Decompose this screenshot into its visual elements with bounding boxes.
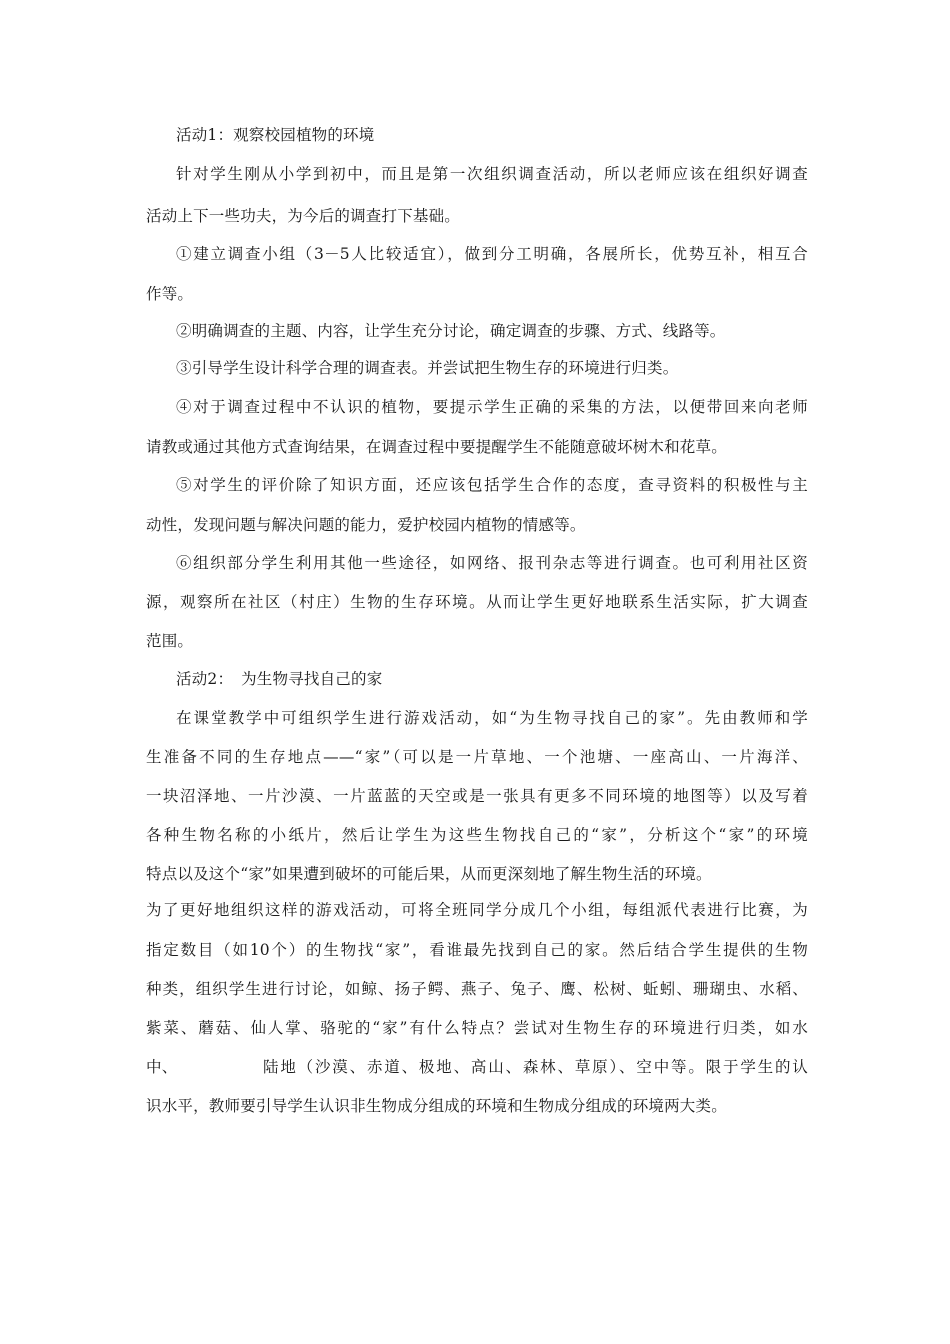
competition-paragraph-line: 陆地（沙漠、赤道、极地、高山、森林、草原）、空中等。限于学生的认: [263, 1058, 808, 1076]
game-paragraph-line: 各种生物名称的小纸片，然后让学生为这些生物找自己的“家”，分析这个“家”的环境: [146, 826, 808, 844]
intro-paragraph-line: 针对学生刚从小学到初中，而且是第一次组织调查活动，所以老师应该在组织好调查: [176, 165, 808, 183]
activity2-heading: 活动2： 为生物寻找自己的家: [176, 670, 383, 688]
activity1-heading: 活动1：观察校园植物的环境: [176, 126, 375, 144]
item2-line: ②明确调查的主题、内容，让学生充分讨论，确定调查的步骤、方式、线路等。: [176, 322, 726, 340]
game-paragraph-line: 在课堂教学中可组织学生进行游戏活动，如“为生物寻找自己的家”。先由教师和学: [176, 709, 808, 727]
item6-line: ⑥组织部分学生利用其他一些途径，如网络、报刊杂志等进行调查。也可利用社区资: [176, 554, 808, 572]
item4-line: 请教或通过其他方式查询结果，在调查过程中要提醒学生不能随意破坏树木和花草。: [146, 438, 727, 456]
item6-line: 源，观察所在社区（村庄）生物的生存环境。从而让学生更好地联系生活实际，扩大调查: [146, 593, 808, 611]
competition-paragraph-line: 紫菜、蘑菇、仙人掌、骆驼的“家”有什么特点？尝试对生物生存的环境进行归类，如水: [146, 1019, 808, 1037]
item4-line: ④对于调查过程中不认识的植物，要提示学生正确的采集的方法，以便带回来向老师: [176, 398, 808, 416]
item3-line: ③引导学生设计科学合理的调查表。并尝试把生物生存的环境进行归类。: [176, 359, 679, 377]
game-paragraph-line: 特点以及这个“家”如果遭到破坏的可能后果，从而更深刻地了解生物生活的环境。: [146, 865, 712, 883]
competition-paragraph-line: 为了更好地组织这样的游戏活动，可将全班同学分成几个小组，每组派代表进行比赛，为: [146, 901, 808, 919]
competition-paragraph-line: 识水平，教师要引导学生认识非生物成分组成的环境和生物成分组成的环境两大类。: [146, 1097, 727, 1115]
competition-paragraph-line: 指定数目（如10个）的生物找“家”，看谁最先找到自己的家。然后结合学生提供的生物: [146, 941, 808, 959]
competition-paragraph-line: 种类，组织学生进行讨论，如鲸、扬子鳄、燕子、兔子、鹰、松树、蚯蚓、珊瑚虫、水稻、: [146, 980, 808, 998]
item6-line: 范围。: [146, 632, 194, 650]
competition-paragraph-line: 中、: [146, 1058, 178, 1076]
item5-line: ⑤对学生的评价除了知识方面，还应该包括学生合作的态度，查寻资料的积极性与主: [176, 476, 808, 494]
item5-line: 动性，发现问题与解决问题的能力，爱护校园内植物的情感等。: [146, 516, 586, 534]
item1-line: ①建立调查小组（3－5人比较适宜），做到分工明确，各展所长，优势互补，相互合: [176, 245, 808, 263]
item1-line: 作等。: [146, 285, 194, 303]
intro-paragraph-line: 活动上下一些功夫，为今后的调查打下基础。: [146, 207, 461, 225]
game-paragraph-line: 生准备不同的生存地点——“家”（可以是一片草地、一个池塘、一座高山、一片海洋、: [146, 748, 808, 766]
game-paragraph-line: 一块沼泽地、一片沙漠、一片蓝蓝的天空或是一张具有更多不同环境的地图等）以及写着: [146, 787, 808, 805]
